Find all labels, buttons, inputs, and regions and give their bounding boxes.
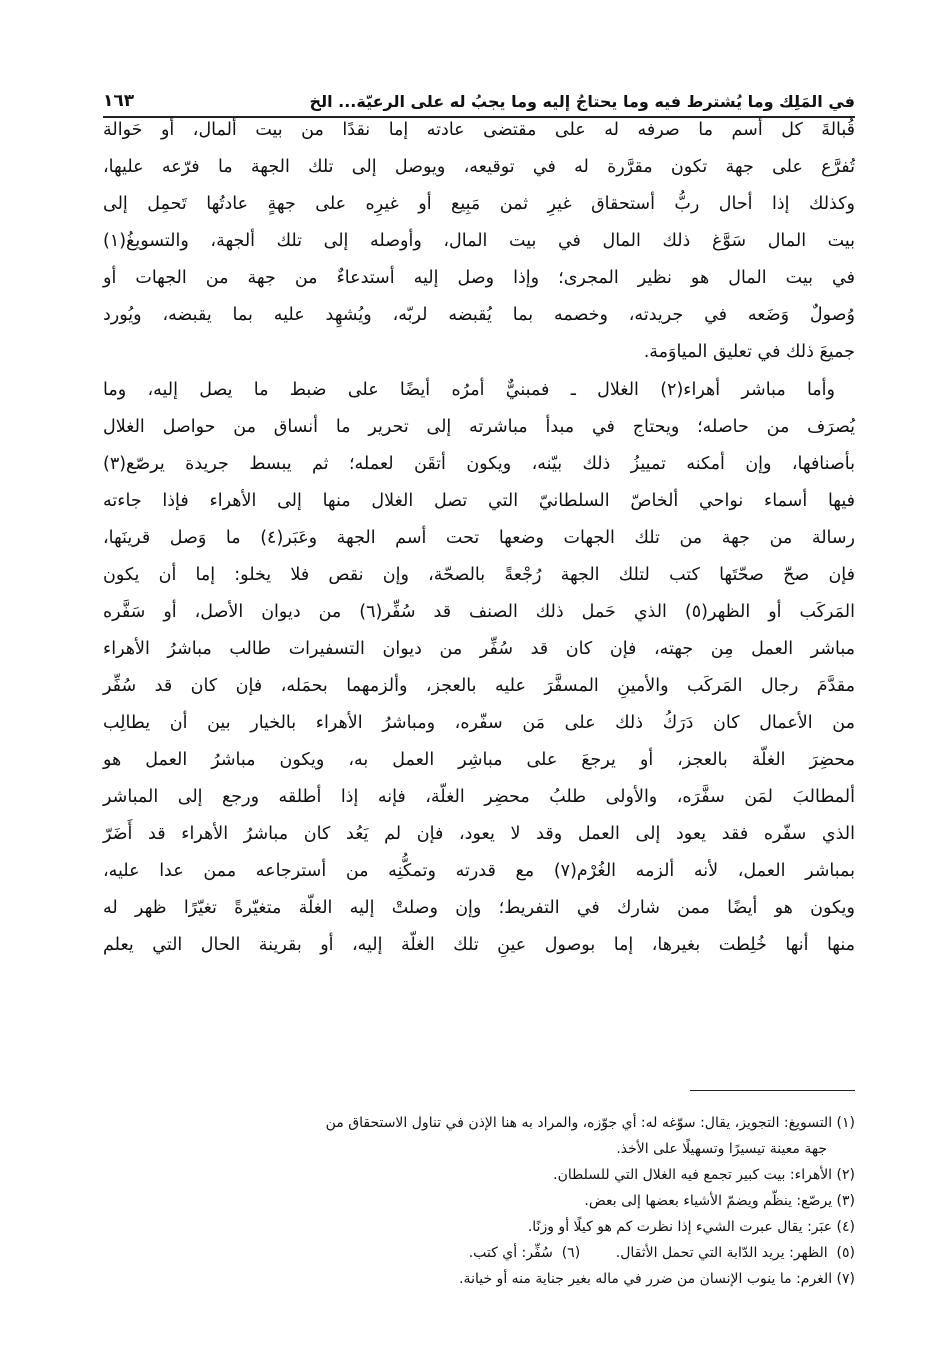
page-number: ١٦٣ (103, 91, 135, 111)
text-line: تُفرَّع على جهة تكون مقرَّرة له في توقيعه، ويوصل إلى تلك الجهة ما فرّعه عليها، (103, 157, 855, 177)
text-line: يُصرَف من حاصله؛ ويحتاج في مبدأ مباشرته إلى تحرير ما أنساق من حواصل الغلال (103, 417, 855, 437)
text-line: المَركَب أو الظهر(٥) الذي حَمل ذلك الصنف قد سُفِّر(٦) من ديوان الأصل، أو سَفَّره (103, 602, 855, 622)
paragraph-2 (103, 372, 855, 964)
text-line: جميعَ ذلك في تعليق المياوَمة. (643, 342, 855, 362)
text-line: في بيت المال هو نظير المجرى؛ وإذا وصل إليه أستدعاءٌ من جهة من الجهات أو (103, 268, 855, 288)
text-line: قُبالةَ كل أسم ما صرفه له على مقتضى عادته إما نقدًا من بيت ألمال، أو حَوالة (103, 120, 855, 140)
header-title: في المَلِك وما يُشترط فيه وما يحتاجُ إليه وما يجبُ له على الرعيّة... الخ (309, 91, 855, 111)
footnote: (٥) الظهر: يريد الدّابة التي تحمل الأثقال. (٦) سُفِّر: أي كتب. (468, 1245, 855, 1261)
text-line: الذي سفّره فقد يعود إلى العمل وقد لا يعود، فإن لم يَعُد كان مباشرُ الأهراء قد أَضَرّ (103, 824, 855, 844)
text-line: منها أنها خُلِطت بغيرها، إما بوصول عينِ تلك الغلّة إليه، أو بقرينة الحال التي يعلم (103, 935, 855, 955)
text-line: ويكون هو أيضًا ممن شارك في التفريط؛ وإن وصلتْ إليه الغلّة متغيّرةً تغيّرًا ظهر له (103, 898, 855, 918)
footnote: (٧) الغرم: ما ينوب الإنسان من ضرر في ماله بغير جناية منه أو خيانة. (459, 1271, 855, 1287)
text-line: بأصنافها، وإن أمكنه تمييزُ ذلك بيّنه، ويكون أتقَن لعمله؛ ثم يبسط جريدة يرصّع(٣) (103, 454, 855, 474)
text-line: رسالة من جهة من تلك الجهات وضعها تحت أسم الجهة وعَبَر(٤) ما وَصل قرينَها، (103, 528, 855, 548)
text-line: فإن صحّ صحّتَها كتب لتلك الجهة رُجْعةً بالصحّة، وإن نقص فلا يخلو: إما أن يكون (103, 565, 855, 585)
footnotes (103, 1110, 855, 1292)
text-line: بمباشر العمل، لأنه ألزمه الغُرْم(٧) مع قدرته وتمكُّنِه من أسترجاعه ممن عدا عليه، (103, 861, 855, 881)
text-line: مقدَّمَ رجال المَركَب والأمينِ المسفَّرَ عليه بالعجز، وألزمهما بحمَله، فإن كان قد سُفِّر (103, 676, 855, 696)
text-line: وأما مباشر أهراء(٢) الغلال ـ فمبنيٌّ أمرُه أيضًا على ضبط ما يصل إليه، وما (103, 380, 835, 400)
text-line: من الأعمال كان دَرَكُ ذلك على مَن سفّره، ومباشرُ الأهراء بالخيار بين أن يطالِب (103, 713, 855, 733)
text-line: وُصولٌ وَضَعه في جريدته، وخصمه بما يُقبضه لربّه، ويُشهِد عليه بما يقبضه، ويُورد (103, 305, 855, 325)
text-line: محضِرَ الغلّة بالعجز، أو يرجعَ على مباشِر العمل به، ويكون مباشرُ العمل هو (103, 750, 855, 770)
text-line: وكذلك إذا أحال ربُّ أستحقاق غيرِ ثمن مَبِيع أو غيرِه على جهةٍ عادتُها تَحمِل إلى (103, 194, 855, 214)
text-line: فيها أسماء نواحي ألخاصّ السلطانيّ التي تصل الغلال منها إلى الأهراء فإذا جاءته (103, 491, 855, 511)
text-line: بيت المال سَوَّغ ذلك المال في بيت المال، وأوصله إلى تلك ألجهة، والتسويغُ(١) (103, 231, 855, 251)
footnote: (٤) عبَر: يقال عبرت الشيء إذا نظرت كم هو كيلًا أو وزنًا. (527, 1219, 855, 1235)
footnote-continuation: جهة معينة تيسيرًا وتسهيلًا على الأخذ. (616, 1141, 827, 1157)
footnote: (٢) الأهراء: بيت كبير تجمع فيه الغلال التي للسلطان. (553, 1167, 855, 1183)
text-line: مباشر العمل مِن جهته، فإن كان قد سُفِّر من ديوان التسفيرات طالب مباشرُ الأهراء (103, 639, 855, 659)
paragraph-1 (103, 112, 855, 371)
text-line: ألمطالبَ لمَن سفَّرَه، والأولى طلبُ محضِر الغلّة، فإنه إذا أطلقه ورجع إلى المباشر (103, 787, 855, 807)
footnote-separator (690, 1090, 855, 1091)
footnote: (١) التسويغ: التجويز، يقال: سوّغه له: أي جوّزه، والمراد به هنا الإذن في تناول الاستحقاق من (325, 1115, 855, 1131)
footnote: (٣) يرصّع: ينظّم ويضمّ الأشياء بعضها إلى بعض. (584, 1193, 855, 1209)
